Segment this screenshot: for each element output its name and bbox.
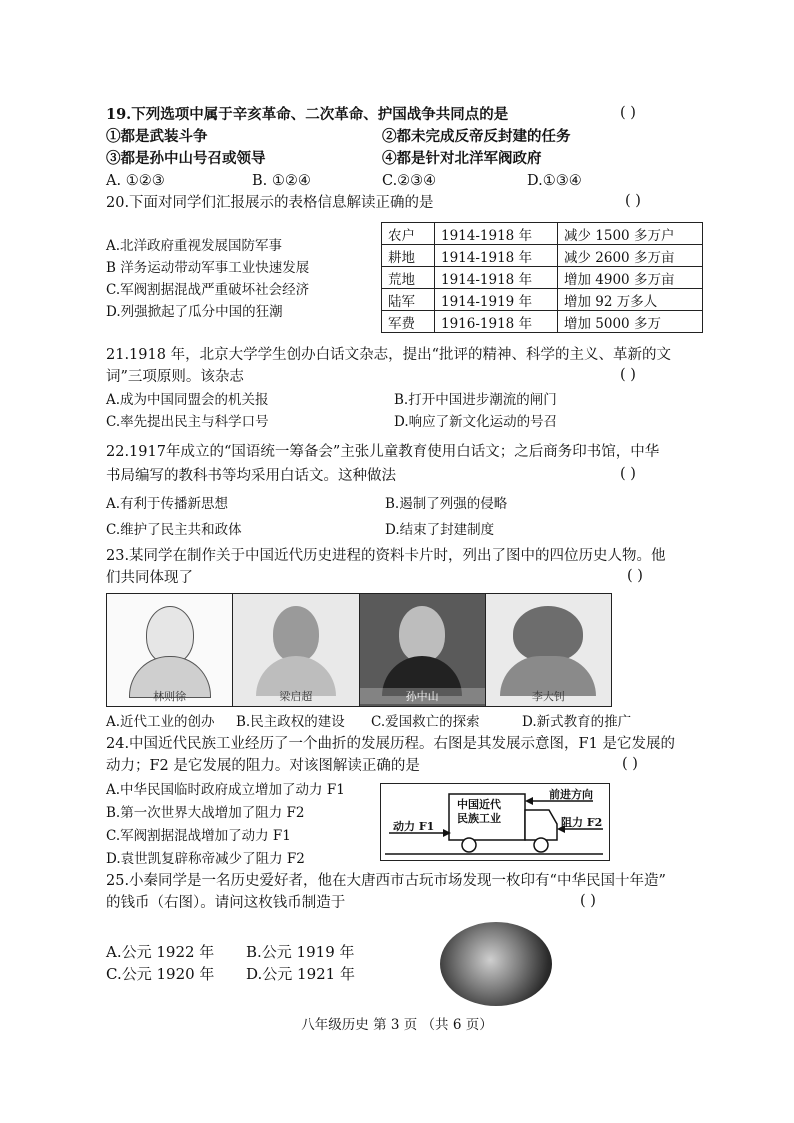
q25-option-c: C.公元 1920 年 <box>106 965 215 983</box>
forward-arrow-head <box>525 797 533 805</box>
q24-option-a: A.中华民国临时政府成立增加了动力 F1 <box>106 782 345 798</box>
table-row: 农户 1914-1918 年 减少 1500 多万户 <box>382 223 703 245</box>
truck-wheel <box>534 838 548 852</box>
portrait-face <box>399 606 445 662</box>
q20-answer-paren[interactable]: ( ) <box>625 193 641 209</box>
q21-stem-line2: 词”三项原则。该杂志 <box>106 369 244 385</box>
q20-option-d: D.列强掀起了瓜分中国的狂潮 <box>106 304 283 320</box>
historical-figures-images <box>106 593 612 707</box>
q21-option-d: D.响应了新文化运动的号召 <box>394 414 558 430</box>
q25-stem-line2: 的钱币（右图）。请问这枚钱币制造于 <box>106 895 346 911</box>
portrait-lin-zexu <box>107 594 233 706</box>
table-row: 陆军 1914-1919 年 增加 92 万多人 <box>382 289 703 311</box>
portrait-caption: 孙中山 <box>360 688 485 704</box>
portrait-caption: 李大钊 <box>531 690 565 703</box>
q20-option-b: B 洋务运动带动军事工业快速发展 <box>106 260 310 276</box>
table-row: 军费 1916-1918 年 增加 5000 多万 <box>382 311 703 333</box>
q19-option-d: D.①③④ <box>527 173 582 189</box>
page-footer: 八年级历史 第 3 页 （共 6 页） <box>301 1017 493 1033</box>
force-f2-label: 阻力 F2 <box>561 816 603 829</box>
portrait-face <box>273 606 319 662</box>
q21-option-b: B.打开中国进步潮流的闸门 <box>394 392 557 408</box>
portrait-face <box>513 606 583 662</box>
q19-option-a: A. ①②③ <box>106 173 165 189</box>
q22-option-c: C.维护了民主共和政体 <box>106 522 242 538</box>
portrait-caption: 林则徐 <box>153 690 187 703</box>
q19-answer-paren[interactable]: ( ) <box>620 105 636 121</box>
industry-force-diagram <box>380 783 610 861</box>
q24-answer-paren[interactable]: ( ) <box>622 756 638 772</box>
q23-option-d: D.新式教育的推广 <box>522 714 632 730</box>
q20-data-table <box>381 222 703 333</box>
q19-option-b: B. ①②④ <box>252 173 311 189</box>
q25-option-b: B.公元 1919 年 <box>246 943 355 961</box>
q25-stem-line1: 25.小秦同学是一名历史爱好者，他在大唐西市古玩市场发现一枚印有“中华民国十年造” <box>106 873 666 889</box>
portrait-sun-yat-sen <box>360 594 486 706</box>
portrait-liang-qichao <box>233 594 359 706</box>
q23-answer-paren[interactable]: ( ) <box>627 568 643 584</box>
q24-stem-line2: 动力；F2 是它发展的阻力。对该图解读正确的是 <box>106 758 420 774</box>
q25-option-d: D.公元 1921 年 <box>246 965 355 983</box>
table-row: 荒地 1914-1918 年 增加 4900 多万亩 <box>382 267 703 289</box>
q19-item-3: ③都是孙中山号召或领导 <box>106 150 266 167</box>
truck-cab <box>525 810 557 840</box>
q22-option-d: D.结束了封建制度 <box>385 522 495 538</box>
q20-stem: 20.下面对同学们汇报展示的表格信息解读正确的是 <box>106 195 434 211</box>
q23-option-c: C.爱国救亡的探索 <box>371 714 480 730</box>
portrait-caption: 梁启超 <box>279 690 313 703</box>
q19-item-4: ④都是针对北洋军阀政府 <box>382 150 542 167</box>
coin-image <box>440 922 552 1006</box>
q22-answer-paren[interactable]: ( ) <box>620 466 636 482</box>
q19-item-2: ②都未完成反帝反封建的任务 <box>382 128 571 145</box>
q25-option-a: A.公元 1922 年 <box>106 943 215 961</box>
q23-stem-line2: 们共同体现了 <box>106 570 193 586</box>
truck-wheel <box>462 838 476 852</box>
q21-stem-line1: 21.1918 年，北京大学学生创办白话文杂志，提出“批评的精神、科学的主义、革新的文 <box>106 347 671 363</box>
q19-option-c: C.②③④ <box>382 173 437 189</box>
q20-option-c: C.军阀割据混战严重破坏社会经济 <box>106 282 310 298</box>
q22-option-a: A.有利于传播新思想 <box>106 496 229 512</box>
q21-answer-paren[interactable]: ( ) <box>620 367 636 383</box>
q21-option-c: C.率先提出民主与科学口号 <box>106 414 269 430</box>
q22-stem-line2: 书局编写的教科书等均采用白话文。这种做法 <box>106 468 396 484</box>
q25-answer-paren[interactable]: ( ) <box>580 893 596 909</box>
q23-option-a: A.近代工业的创办 <box>106 714 215 730</box>
table-row: 耕地 1914-1918 年 减少 2600 多万亩 <box>382 245 703 267</box>
q19-item-1: ①都是武装斗争 <box>106 128 208 145</box>
q24-option-b: B.第一次世界大战增加了阻力 F2 <box>106 805 305 821</box>
force-f1-label: 动力 F1 <box>393 820 435 833</box>
q21-option-a: A.成为中国同盟会的机关报 <box>106 392 269 408</box>
portrait-li-dazhao <box>486 594 611 706</box>
q22-option-b: B.遏制了列强的侵略 <box>385 496 508 512</box>
q24-option-d: D.袁世凯复辟称帝减少了阻力 F2 <box>106 851 305 867</box>
q23-option-b: B.民主政权的建设 <box>236 714 345 730</box>
q22-stem-line1: 22.1917年成立的“国语统一筹备会”主张儿童教育使用白话文；之后商务印书馆，中华 <box>106 444 660 460</box>
q23-stem-line1: 23.某同学在制作关于中国近代历史进程的资料卡片时，列出了图中的四位历史人物。他 <box>106 548 666 564</box>
q24-stem-line1: 24.中国近代民族工业经历了一个曲折的发展历程。右图是其发展示意图，F1 是它发展的 <box>106 736 675 752</box>
q19-stem: 19.下列选项中属于辛亥革命、二次革命、护国战争共同点的是 <box>106 106 509 123</box>
q20-option-a: A.北洋政府重视发展国防军事 <box>106 238 283 254</box>
q24-option-c: C.军阀割据混战增加了动力 F1 <box>106 828 291 844</box>
truck-label: 中国近代 民族工业 <box>457 798 501 825</box>
forward-direction-label: 前进方向 <box>549 788 593 801</box>
